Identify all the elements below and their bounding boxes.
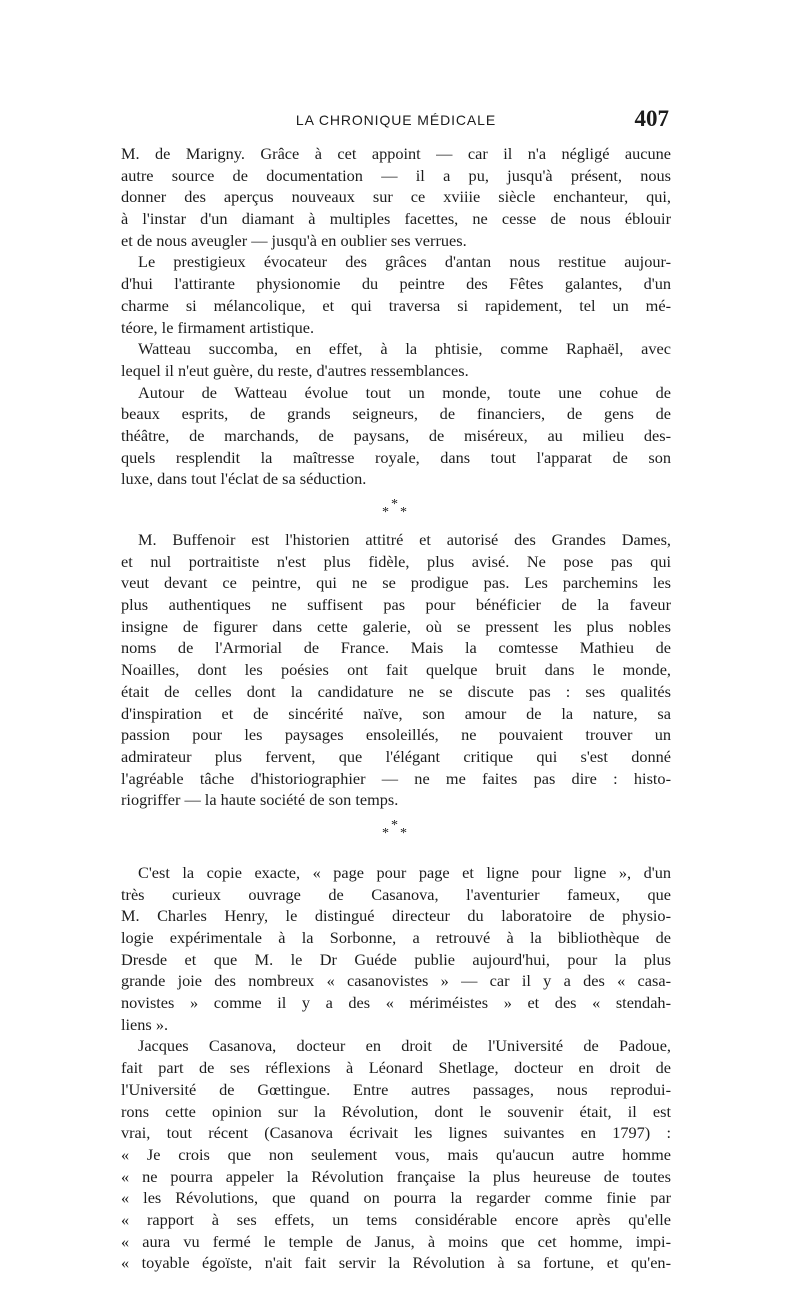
text-line: M. Buffenoir est l'historien attitré et autorisé des Grandes Dames, xyxy=(138,530,671,549)
running-title: LA CHRONIQUE MÉDICALE xyxy=(295,112,497,128)
asterism-star: * xyxy=(391,817,398,833)
asterism-star: * xyxy=(382,825,389,841)
text-line: liens ». xyxy=(121,1014,169,1034)
paragraph-1 xyxy=(121,143,671,251)
asterism-star: * xyxy=(400,505,407,520)
text-line: C'est la copie exacte, « page pour page et ligne pour ligne », d'un xyxy=(138,862,671,882)
text-line: plus authentiques ne suffisent pas pour bénéficier de la faveur xyxy=(121,595,671,615)
text-line: rons cette opinion sur la Révolution, dont le souvenir était, il est xyxy=(121,1101,671,1121)
text-line: très curieux ouvrage de Casanova, l'aventurier fameux, que xyxy=(121,884,671,904)
body-text xyxy=(121,143,671,1274)
text-line: « toyable égoïste, n'ait fait servir la Révolution à sa fortune, et qu'en- xyxy=(121,1253,671,1273)
text-line: « ne pourra appeler la Révolution française la plus heureuse de toutes xyxy=(121,1166,671,1186)
paragraph-5 xyxy=(121,529,671,811)
text-line: fait part de ses réflexions à Léonard Shetlage, docteur en droit de xyxy=(121,1058,671,1078)
spacer xyxy=(121,850,671,862)
text-line: d'inspiration et de sincérité naïve, son amour de la nature, sa xyxy=(121,703,671,723)
text-line: logie expérimentale à la Sorbonne, a retrouvé à la bibliothèque de xyxy=(121,928,671,947)
text-line: admirateur plus fervent, que l'élégant critique qui s'est donné xyxy=(121,746,671,766)
text-line: vrai, tout récent (Casanova écrivait les lignes suivantes en 1797) : xyxy=(121,1123,671,1143)
running-head xyxy=(121,106,671,134)
text-line: Noailles, dont les poésies ont fait quelque bruit dans le monde, xyxy=(121,660,671,680)
text-line: Dresde et que M. le Dr Guéde publie aujourd'hui, pour la plus xyxy=(121,949,671,969)
section-separator xyxy=(121,492,671,527)
text-line: « aura vu fermé le temple de Janus, à moins que cet homme, impi- xyxy=(121,1231,671,1251)
text-line: beaux esprits, de grands seigneurs, de financiers, de gens de xyxy=(121,404,671,424)
text-line: donner des aperçus nouveaux sur ce xviiie siècle enchanteur, qui, xyxy=(121,187,671,207)
paragraph-2 xyxy=(121,251,671,338)
text-line: passion pour les paysages ensoleillés, ne pouvaient trouver un xyxy=(121,725,671,745)
text-line: Jacques Casanova, docteur en droit de l'Université de Padoue, xyxy=(138,1036,671,1056)
paragraph-3 xyxy=(121,338,671,381)
text-line: était de celles dont la candidature ne se discute pas : ses qualités xyxy=(121,681,671,701)
text-line: riogriffer — la haute société de son temps. xyxy=(121,790,399,810)
text-line: et de nous aveugler — jusqu'à en oublier ses verrues. xyxy=(121,230,467,250)
paragraph-7 xyxy=(121,1035,671,1274)
text-line: l'Université de Gœttingue. Entre autres passages, nous reprodui- xyxy=(121,1079,671,1099)
section-separator xyxy=(121,813,671,848)
text-line: luxe, dans tout l'éclat de sa séduction. xyxy=(121,469,367,489)
text-line: veut devant ce peintre, qui ne se prodigue pas. Les parchemins les xyxy=(121,573,671,593)
paragraph-6 xyxy=(121,862,671,1036)
text-line: M. de Marigny. Grâce à cet appoint — car il n'a négligé aucune xyxy=(121,144,671,163)
asterism-star: * xyxy=(391,497,398,512)
asterism-star: * xyxy=(400,825,407,841)
asterism-star: * xyxy=(382,505,389,520)
page-number: 407 xyxy=(634,106,669,131)
text-line: quels resplendit la maîtresse royale, dans tout l'apparat de son xyxy=(121,447,671,467)
text-line: novistes » comme il y a des « mériméistes » et des « stendah- xyxy=(121,993,671,1013)
text-line: « rapport à ses effets, un tems considérable encore après qu'elle xyxy=(121,1209,671,1229)
text-line: téore, le firmament artistique. xyxy=(121,317,315,337)
text-line: et nul portraitiste n'est plus fidèle, plus avisé. Ne pose pas qui xyxy=(121,551,671,571)
text-line: l'agréable tâche d'historiographier — ne me faites pas dire : histo- xyxy=(121,768,671,788)
paragraph-4 xyxy=(121,382,671,490)
text-line: « les Révolutions, que quand on pourra la regarder comme finie par xyxy=(121,1188,671,1208)
text-line: Watteau succomba, en effet, à la phtisie, comme Raphaël, avec xyxy=(138,339,671,359)
text-line: M. Charles Henry, le distingué directeur du laboratoire de physio- xyxy=(121,906,671,926)
text-line: d'hui l'attirante physionomie du peintre des Fêtes galantes, d'un xyxy=(121,274,671,294)
text-line: lequel il n'eut guère, du reste, d'autres ressemblances. xyxy=(121,360,469,380)
text-line: insigne de figurer dans cette galerie, où se pressent les plus nobles xyxy=(121,616,671,636)
text-line: Autour de Watteau évolue tout un monde, toute une cohue de xyxy=(138,382,671,402)
text-line: grande joie des nombreux « casanovistes » — car il y a des « casa- xyxy=(121,971,671,991)
text-line: « Je crois que non seulement vous, mais qu'aucun autre homme xyxy=(121,1144,671,1164)
text-line: à l'instar d'un diamant à multiples facettes, ne cesse de nous éblouir xyxy=(121,209,671,229)
text-line: autre source de documentation — il a pu, jusqu'à présent, nous xyxy=(121,165,671,185)
text-line: noms de l'Armorial de France. Mais la comtesse Mathieu de xyxy=(121,638,671,658)
text-line: charme si mélancolique, et qui traversa si rapidement, tel un mé- xyxy=(121,295,671,315)
text-line: Le prestigieux évocateur des grâces d'antan nous restitue aujour- xyxy=(138,252,671,272)
text-line: théâtre, de marchands, de paysans, de miséreux, au milieu des- xyxy=(121,425,671,445)
